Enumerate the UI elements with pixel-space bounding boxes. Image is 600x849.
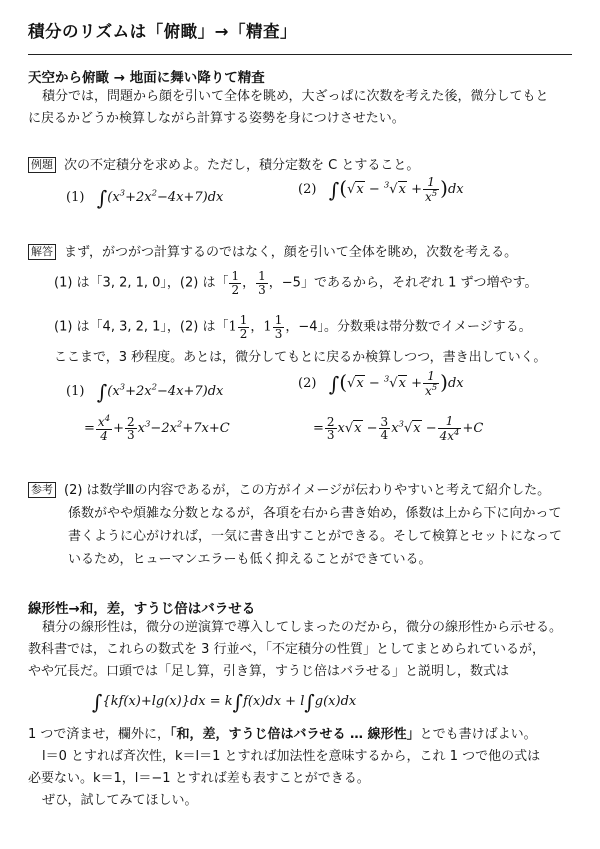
answer-2-label: (2) <box>298 376 317 392</box>
problem-1-label: (1) <box>66 190 85 205</box>
linearity-line-4-end: とでも書けばよい。 <box>419 727 537 742</box>
answer-line-3-start: (1) は「4, 3, 2, 1」，(2) は「 <box>54 319 229 335</box>
example-problem-1: (1) $\int(x^3+2x^2-4x+7)dx$ <box>66 186 224 210</box>
linearity-line-3: やや冗長だ。口頭では「足し算，引き算，すうじ倍はバラせる」と説明し，数式は <box>28 664 510 679</box>
section1-heading: 天空から俯瞰 → 地面に舞い降りて精査 <box>28 70 265 86</box>
answer-problem-1: (1) $\int(x^3+2x^2-4x+7)dx$ <box>66 380 224 404</box>
linearity-line-5: l＝0 とすれば斉次性，k＝l＝1 とすれば加法性を意味するから，これ 1 つで他の式は <box>42 749 541 764</box>
answer-problem-2: (2) ∫(√x − $^3$√x + $\frac{1}{x^5}$ )dx <box>298 369 464 398</box>
intro-line-1: 積分では，問題から顔を引いて全体を眺め，大ざっぱに次数を考えた後，微分してもと <box>42 89 549 104</box>
example-text: 次の不定積分を求めよ。ただし，積分定数を C とすること。 <box>64 158 420 173</box>
intro-line-2: に戻るかどうか検算しながら計算する姿勢を身につけさせたい。 <box>28 111 405 126</box>
example-tag: 例題 <box>28 157 56 173</box>
note-line-4: いるため，ヒューマンエラーも低く抑えることができている。 <box>68 552 432 567</box>
linearity-line-4 <box>28 724 537 746</box>
page-title: 積分のリズムは「俯瞰」→「精査」 <box>28 22 297 41</box>
linearity-formula: ∫{kf(x)+lg(x)}dx = k∫f(x)dx + l∫g(x)dx <box>92 690 357 714</box>
linearity-line-6: 必要ない。k＝1，l＝−1 とすれば差も表すことができる。 <box>28 771 370 786</box>
answer-line-2: (1) は「3, 2, 1, 0」，(2) は「 $\frac{1}{2}$ ， $\frac{1}{3}$ ，−5」であるから，それぞれ 1 ずつ増やす。 <box>54 269 538 297</box>
note-line-2: 係数がやや煩雑な分数となるが，各項を右から書き始め，係数は上から下に向かって <box>68 506 562 521</box>
answer-result-2: = $\frac{2}{3}$ x√x − $\frac{3}{4}$ $x^3√x$ − $\frac{1}{4x^4}$ +C <box>313 414 484 443</box>
problem-2-label: (2) <box>298 182 317 198</box>
note-line-3: 書くように心がければ，一気に書き出すことができる。そして検算とセットになって <box>68 529 563 544</box>
answer-line-3-end: ，−4」。分数乗は帯分数でイメージする。 <box>285 319 532 335</box>
answer-tag: 解答 <box>28 244 56 260</box>
answer-result-1: = $\frac{x^4}{4}$ + $\frac{2}{3}$ $x^3-2x^2+7x+C$ <box>84 414 230 443</box>
answer-1-label: (1) <box>66 384 85 399</box>
section2-heading: 線形性→和，差，すうじ倍はバラせる <box>28 601 256 617</box>
note-line-1 <box>28 480 550 502</box>
linearity-line-4-start: 1 つで済ませ，欄外に， <box>28 727 171 742</box>
note-text-1: (2) は数学Ⅲの内容であるが，この方がイメージが伝わりやすいと考えて紹介した。 <box>64 483 551 498</box>
linearity-line-2: 教科書では，これらの数式を 3 行並べ，「不定積分の性質」としてまとめられているが， <box>28 642 546 657</box>
linearity-margin-note: 「和，差，すうじ倍はバラせる … 線形性」 <box>170 727 420 742</box>
answer-line-4: ここまで，3 秒程度。あとは，微分してもとに戻るか検算しつつ，書き出していく。 <box>54 350 547 365</box>
answer-line-2-start: (1) は「3, 2, 1, 0」，(2) は「 <box>54 275 229 291</box>
example-line <box>28 155 419 177</box>
answer-text-1: まず，がつがつ計算するのではなく，顔を引いて全体を眺め，次数を考える。 <box>64 245 518 260</box>
title-divider <box>28 54 572 55</box>
answer-line-3: (1) は「4, 3, 2, 1」，(2) は「1 $\frac{1}{2}$ ，1 $\frac{1}{3}$ ，−4」。分数乗は帯分数でイメージする。 <box>54 313 532 341</box>
answer-line-2-end: ，−5」であるから，それぞれ 1 ずつ増やす。 <box>268 275 538 291</box>
answer-line-1 <box>28 242 517 264</box>
note-tag: 参考 <box>28 482 56 498</box>
linearity-line-7: ぜひ，試してみてほしい。 <box>42 793 198 808</box>
example-problem-2: (2) ∫(√x − $^3$√x + $\frac{1}{x^5}$ )dx <box>298 175 464 204</box>
linearity-line-1: 積分の線形性は，微分の逆演算で導入してしまったのだから，微分の線形性から示せる。 <box>42 620 563 635</box>
